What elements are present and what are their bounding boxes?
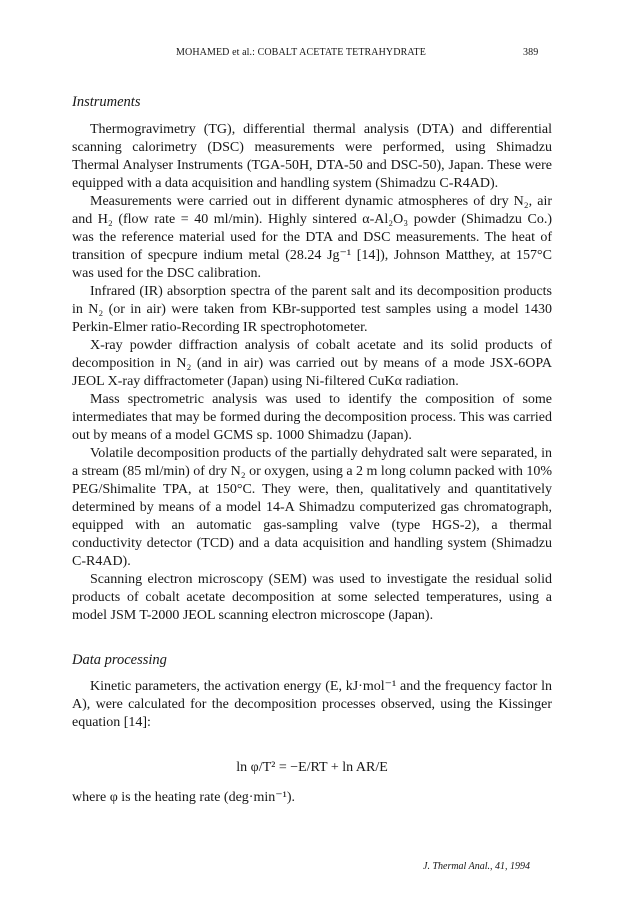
page-number: 389 <box>523 47 539 58</box>
journal-footer: J. Thermal Anal., 41, 1994 <box>423 861 531 872</box>
paragraph: Infrared (IR) absorption spectra of the parent salt and its decomposition products in N₂ (or in air) were taken from KBr-supported test samples using a model 1430 Perkin-Elmer ratio-Recording IR spectrophotometer. <box>72 284 552 335</box>
equation-note: where φ is the heating rate (deg·min⁻¹). <box>72 790 295 805</box>
paragraph: Volatile decomposition products of the partially dehydrated salt were separated, in a stream (85 ml/min) of dry N₂ or oxygen, using a 2 m long column packed with 10% PEG/Shimalite TPA, at 150°C. They were, then, qualitatively and quantitatively determined by means of a model 14-A Shimadzu computerized gas chromatograph, equipped with an automatic gas-sampling valve (type HGS-2), a thermal conductivity detector (TCD) and a data acquisition and handling system (Shimadzu C-R4AD). <box>72 446 553 569</box>
paragraph: Measurements were carried out in different dynamic atmospheres of dry N₂, air and H₂ (flow rate = 40 ml/min). Highly sintered α-Al₂O₃ powder (Shimadzu Co.) was the reference material used for the DTA and DSC measurements. The heat of transition of specpure indium metal (28.24 Jg⁻¹ [14]), Johnson Matthey, at 157°C was used for the DSC calibration. <box>72 194 552 281</box>
data-processing-body <box>72 678 552 732</box>
paragraph: Mass spectrometric analysis was used to identify the composition of some intermediates that may be formed during the decomposition process. This was carried out by means of a model GCMS sp. 1000 Shimadzu (Japan). <box>72 392 552 443</box>
paragraph: Kinetic parameters, the activation energy (E, kJ·mol⁻¹ and the frequency factor ln A), were calculated for the decomposition processes observed, using the Kissinger equation [14]: <box>72 679 552 730</box>
running-title: MOHAMED et al.: COBALT ACETATE TETRAHYDRATE <box>176 47 426 58</box>
instruments-body <box>72 121 552 625</box>
paragraph: Scanning electron microscopy (SEM) was used to investigate the residual solid products of cobalt acetate decomposition at some selected temperatures, using a model JSM T-2000 JEOL scanning electron microscope (Japan). <box>72 572 552 623</box>
section-heading-instruments: Instruments <box>72 94 141 110</box>
kissinger-equation: ln φ/T² = −E/RT + ln AR/E <box>236 760 388 775</box>
paragraph: X-ray powder diffraction analysis of cobalt acetate and its solid products of decomposition in N₂ (and in air) was carried out by means of a mode JSX-6OPA JEOL X-ray diffractometer (Japan) using Ni-filtered CuKα radiation. <box>72 338 552 389</box>
section-heading-data-processing: Data processing <box>72 652 167 668</box>
paragraph: Thermogravimetry (TG), differential thermal analysis (DTA) and differential scanning calorimetry (DSC) measurements were performed, using Shimadzu Thermal Analyser Instruments (TGA-50H, DTA-50 and DSC-50), Japan. These were equipped with a data acquisition and handling system (Shimadzu C-R4AD). <box>72 122 552 191</box>
